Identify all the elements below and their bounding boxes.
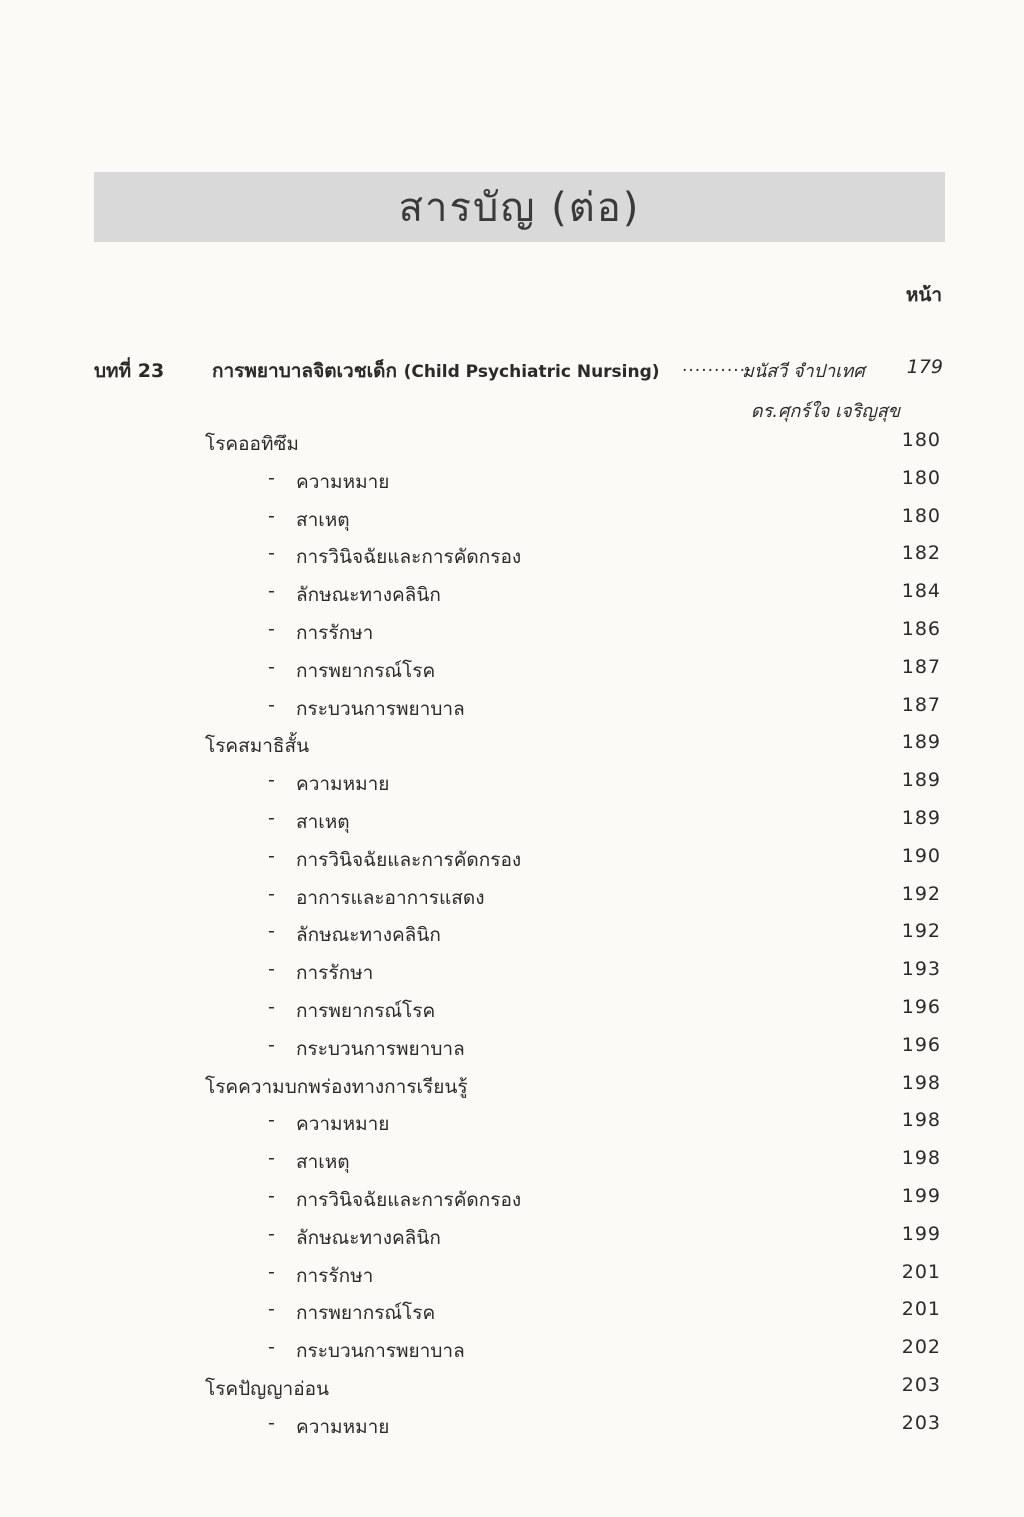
toc-subitem-row <box>94 914 945 952</box>
toc-entry-label: ความหมาย <box>296 470 390 493</box>
chapter-title <box>212 356 660 386</box>
bullet-dash: - <box>268 958 275 981</box>
toc-page-number: 199 <box>901 1184 941 1207</box>
bullet-dash: - <box>268 1109 275 1132</box>
toc-subitem-row <box>94 801 945 839</box>
toc-page-number: 192 <box>901 920 941 943</box>
toc-entry-label: ลักษณะทางคลินิก <box>296 924 441 947</box>
bullet-dash: - <box>268 1298 275 1321</box>
toc-page-number: 182 <box>901 542 941 565</box>
toc-subitem-row <box>94 1330 945 1368</box>
chapter-number: บทที่ 23 <box>94 360 165 382</box>
toc-entry-label: การวินิจฉัยและการคัดกรอง <box>296 1188 522 1211</box>
toc-page-number: 193 <box>901 958 941 981</box>
bullet-dash: - <box>268 806 275 829</box>
toc-subitem-row <box>94 1028 945 1066</box>
toc-subitem-row <box>94 839 945 877</box>
toc-entry-label: การรักษา <box>296 962 374 985</box>
toc-subitem-row <box>94 574 945 612</box>
toc-subitem-row <box>94 612 945 650</box>
toc-page-number: 198 <box>901 1147 941 1170</box>
chapter-title-thai: การพยาบาลจิตเวชเด็ก <box>212 360 397 382</box>
toc-page-number: 180 <box>901 504 941 527</box>
title-banner <box>94 172 945 242</box>
toc-subitem-row <box>94 1141 945 1179</box>
toc-subitem-row <box>94 461 945 499</box>
bullet-dash: - <box>268 1260 275 1283</box>
bullet-dash: - <box>268 617 275 640</box>
toc-subitem-row <box>94 763 945 801</box>
toc-entry-label: ลักษณะทางคลินิก <box>296 1226 441 1249</box>
toc-entry-label: อาการและอาการแสดง <box>296 886 485 909</box>
toc-entry-label: การพยากรณ์โรค <box>296 1302 436 1325</box>
toc-entry-label: การรักษา <box>296 621 374 644</box>
toc-subitem-row <box>94 877 945 915</box>
toc-page-number: 203 <box>901 1411 941 1434</box>
toc-subitem-row <box>94 1292 945 1330</box>
toc-page-number: 187 <box>901 693 941 716</box>
toc-subitem-row <box>94 1406 945 1444</box>
bullet-dash: - <box>268 1336 275 1359</box>
toc-section-row <box>94 725 945 763</box>
toc-subitem-row <box>94 499 945 537</box>
toc-subitem-row <box>94 1217 945 1255</box>
toc-page-number: 192 <box>901 882 941 905</box>
bullet-dash: - <box>268 1033 275 1056</box>
chapter-page-number: 179 <box>906 356 943 378</box>
toc-page-number: 196 <box>901 1033 941 1056</box>
toc-entry-label: โรคออทิซึม <box>205 433 299 455</box>
toc-entry-label: การพยากรณ์โรค <box>296 659 436 682</box>
page-title: สารบัญ (ต่อ) <box>398 185 641 231</box>
toc-page-number: 198 <box>901 1109 941 1132</box>
toc-entry-label: โรคปัญญาอ่อน <box>205 1377 330 1400</box>
toc-page-number: 189 <box>901 769 941 792</box>
toc-entry-label: การรักษา <box>296 1264 374 1287</box>
toc-subitem-row <box>94 1103 945 1141</box>
bullet-dash: - <box>268 693 275 716</box>
bullet-dash: - <box>268 769 275 792</box>
bullet-dash: - <box>268 1147 275 1170</box>
bullet-dash: - <box>268 920 275 943</box>
chapter-title-english: (Child Psychiatric Nursing) <box>403 362 660 382</box>
toc-page-number: 180 <box>901 466 941 489</box>
bullet-dash: - <box>268 504 275 527</box>
bullet-dash: - <box>268 995 275 1018</box>
bullet-dash: - <box>268 844 275 867</box>
toc-page-number: 186 <box>901 617 941 640</box>
toc-entry-label: ความหมาย <box>296 1415 390 1438</box>
toc-page-number: 190 <box>901 844 941 867</box>
toc-entry-label: โรคความบกพร่องทางการเรียนรู้ <box>205 1075 468 1098</box>
chapter-author: มนัสวี จำปาเทศ <box>742 361 865 382</box>
toc-page-number: 196 <box>901 995 941 1018</box>
bullet-dash: - <box>268 466 275 489</box>
chapter-heading <box>94 352 945 384</box>
toc-page-number: 202 <box>901 1336 941 1359</box>
toc-entry-label: กระบวนการพยาบาล <box>296 1340 465 1363</box>
toc-entry-label: ความหมาย <box>296 773 390 796</box>
toc-section-row <box>94 1066 945 1104</box>
toc-page-number: 203 <box>901 1373 941 1396</box>
bullet-dash: - <box>268 580 275 603</box>
toc-page-number: 198 <box>901 1071 941 1094</box>
toc-entry-label: สาเหตุ <box>296 508 350 531</box>
toc-subitem-row <box>94 650 945 688</box>
toc-entry-label: สาเหตุ <box>296 810 350 833</box>
toc-page-number: 189 <box>901 731 941 754</box>
toc-entry-label: ความหมาย <box>296 1113 390 1136</box>
toc-entry-label: กระบวนการพยาบาล <box>296 1037 465 1060</box>
toc-entry-label: ลักษณะทางคลินิก <box>296 584 441 607</box>
toc-entry-label: โรคสมาธิสั้น <box>205 735 310 758</box>
toc-page-number: 187 <box>901 655 941 678</box>
toc-section-row <box>94 423 945 461</box>
bullet-dash: - <box>268 1222 275 1245</box>
toc-subitem-row <box>94 990 945 1028</box>
toc-entry-label: การพยากรณ์โรค <box>296 999 436 1022</box>
toc-subitem-row <box>94 688 945 726</box>
toc-page-number: 184 <box>901 580 941 603</box>
bullet-dash: - <box>268 542 275 565</box>
toc-page-number: 201 <box>901 1260 941 1283</box>
bullet-dash: - <box>268 882 275 905</box>
toc-list <box>94 423 945 1444</box>
chapter-leader-dots: ........... <box>682 356 753 376</box>
toc-subitem-row <box>94 952 945 990</box>
toc-page-number: 180 <box>901 429 941 451</box>
toc-subitem-row <box>94 1255 945 1293</box>
toc-entry-label: สาเหตุ <box>296 1151 350 1174</box>
toc-entry-label: การวินิจฉัยและการคัดกรอง <box>296 546 522 569</box>
toc-page-number: 201 <box>901 1298 941 1321</box>
toc-entry-label: การวินิจฉัยและการคัดกรอง <box>296 848 522 871</box>
toc-subitem-row <box>94 1179 945 1217</box>
toc-page-number: 189 <box>901 806 941 829</box>
bullet-dash: - <box>268 1184 275 1207</box>
toc-section-row <box>94 1368 945 1406</box>
bullet-dash: - <box>268 655 275 678</box>
toc-subitem-row <box>94 536 945 574</box>
page-column-label: หน้า <box>905 284 942 306</box>
toc-entry-label: กระบวนการพยาบาล <box>296 697 465 720</box>
bullet-dash: - <box>268 1411 275 1434</box>
chapter-coauthor: ดร.ศุกร์ใจ เจริญสุข <box>750 401 900 422</box>
toc-page-number: 199 <box>901 1222 941 1245</box>
